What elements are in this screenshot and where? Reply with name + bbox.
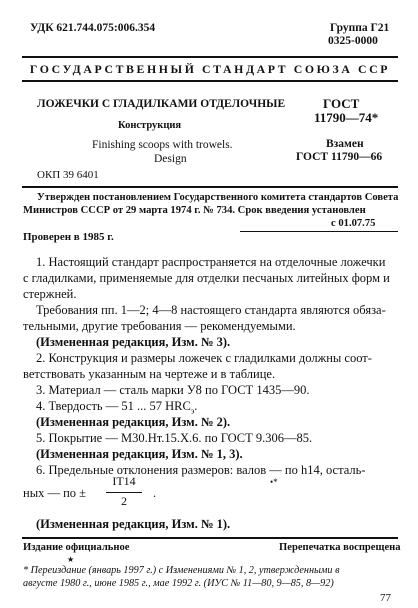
replaces-label: Взамен: [326, 138, 364, 150]
approval-line-1: Утвержден постановлением Государственного комитета стандартов Совета: [37, 192, 399, 203]
hardness-period: .: [194, 399, 198, 413]
fraction-bar: [106, 492, 142, 493]
clause-1-line-2: с гладилками, применяемые для отделки песчаных литейных форм и: [23, 271, 390, 285]
tolerance-denominator: 2: [121, 494, 127, 508]
clause-5-coating: 5. Покрытие — М30.Нт.15.Х.6. по ГОСТ 9.306—85.: [36, 431, 313, 445]
standard-subtitle: Конструкция: [118, 120, 182, 131]
hardness-subscript: э: [190, 406, 195, 416]
checked-year: Проверен в 1985 г.: [23, 231, 114, 243]
requirements-line-1: Требования пп. 1—2; 4—8 настоящего стандарта являются обяза-: [36, 303, 386, 317]
group-label: Группа Г21: [330, 22, 390, 34]
header-rule-top: [22, 56, 398, 58]
title-rule: [22, 186, 398, 188]
clause-2-line-2: ветствовать указанным на чертеже и в таблице.: [23, 367, 276, 381]
edition-note-3: (Измененная редакция, Изм. № 1, 3).: [36, 447, 243, 461]
clause-6-line-1: 6. Предельные отклонения размеров: валов — по h14, осталь-: [36, 463, 366, 477]
state-standard-heading: ГОСУДАРСТВЕННЫЙ СТАНДАРТ СОЮЗА ССР: [29, 62, 391, 76]
clause-4-hardness: [36, 399, 197, 414]
reissue-note-line-1: * Переиздание (январь 1997 г.) с Изменениями № 1, 2, утвержденными в: [23, 565, 340, 576]
replaces-number: ГОСТ 11790—66: [296, 151, 383, 163]
okp-code: ОКП 39 6401: [37, 169, 99, 181]
edition-note-4: (Измененная редакция, Изм. № 1).: [36, 517, 231, 531]
approval-line-2: Министров СССР от 29 марта 1974 г. № 734. Срок введения установлен: [23, 205, 366, 216]
requirements-line-2: тельными, другие требования — рекомендуемыми.: [23, 319, 296, 333]
clause-1-line-1: 1. Настоящий стандарт распространяется на отделочные ложечки: [36, 255, 386, 269]
udk-code: УДК 621.744.075:006.354: [30, 22, 156, 34]
clause-1-line-3: стержней.: [23, 287, 77, 301]
hardness-text: 4. Твердость — 51 ... 57 HRC: [36, 399, 191, 413]
date-underline: [240, 231, 398, 232]
standard-title: ЛОЖЕЧКИ С ГЛАДИЛКАМИ ОТДЕЛОЧНЫЕ: [37, 98, 286, 110]
clause-2-line-1: 2. Конструкция и размеры ложечек с гладилками должны соот-: [36, 351, 372, 365]
english-subtitle: Design: [154, 153, 187, 165]
gost-number: 11790—74*: [314, 110, 379, 125]
clause-3-material: 3. Материал — сталь марки У8 по ГОСТ 1435—90.: [36, 383, 310, 397]
official-edition: Издание официальное: [23, 542, 130, 553]
star-ornament: ★: [67, 555, 75, 564]
reissue-note-line-2: августе 1980 г., июне 1985 г., мае 1992 г. (ИУС № 11—80, 9—85, 8—92): [23, 578, 334, 589]
gost-label: ГОСТ: [323, 96, 360, 111]
english-title: Finishing scoops with trowels.: [92, 139, 233, 151]
clause-6-line-2: ных — по ±: [23, 486, 87, 500]
header-rule-bottom: [22, 80, 398, 82]
edition-note-2: (Измененная редакция, Изм. № 2).: [36, 415, 231, 429]
page-number: 77: [380, 592, 391, 604]
reprint-prohibited: Перепечатка воспрещена: [279, 542, 401, 553]
clause-6-period: .: [153, 486, 157, 500]
star-mark: •*: [270, 477, 278, 487]
footer-rule: [22, 537, 398, 539]
edition-note-1: (Измененная редакция, Изм. № 3).: [36, 335, 231, 349]
classification-code: 0325-0000: [328, 35, 378, 47]
tolerance-numerator: IT14: [112, 474, 136, 488]
introduction-date: с 01.07.75: [331, 218, 376, 229]
